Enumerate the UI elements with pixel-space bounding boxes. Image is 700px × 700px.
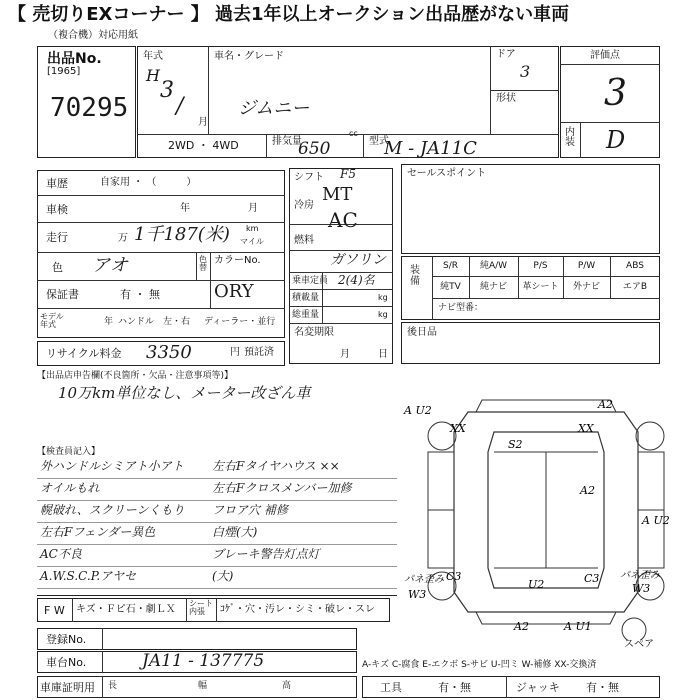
cert-length: 長 bbox=[108, 681, 118, 691]
handle-options: ハンドル 左・右 bbox=[118, 317, 191, 327]
gross-weight-unit: kg bbox=[378, 310, 388, 319]
load-label: 積載量 bbox=[292, 293, 320, 303]
diagram-mark: A2 bbox=[514, 620, 529, 633]
displacement-unit: cc bbox=[349, 129, 358, 138]
shape-label: 形状 bbox=[496, 93, 516, 104]
diagram-mark: U2 bbox=[528, 578, 545, 591]
seat-options: ｺｹﾞ・穴・汚レ・シミ・破レ・スレ bbox=[220, 604, 375, 615]
capacity-label: 乗車定員 bbox=[292, 276, 329, 286]
equipment-option: 外ナビ bbox=[572, 282, 600, 292]
recycle-deposit: 預託済 bbox=[244, 347, 274, 358]
lot-bracket: [1965] bbox=[47, 66, 81, 77]
mileage-unit-km: km bbox=[246, 224, 259, 233]
name-change-label: 名変期限 bbox=[294, 327, 334, 338]
fw-options: キズ・Ｆピ石・劇ＬＸ bbox=[76, 604, 176, 615]
equipment-option: 純TV bbox=[440, 282, 461, 292]
mileage-man-unit: 万 bbox=[118, 233, 128, 244]
diagram-mark: A U1 bbox=[564, 620, 592, 633]
inspector-note: AC不良 bbox=[40, 547, 82, 561]
diagram-mark: A2 bbox=[598, 398, 613, 411]
diagram-mark: W3 bbox=[632, 582, 651, 595]
aircon-label: 冷房 bbox=[294, 200, 314, 211]
exhibitor-report-value: 10万km単位なし、メーター改ざん車 bbox=[58, 384, 311, 402]
year-month-unit: 月 bbox=[198, 117, 208, 128]
recycle-unit: 円 bbox=[230, 347, 240, 358]
equipment-option: エアB bbox=[622, 282, 648, 292]
inspection-year-unit: 年 bbox=[180, 203, 190, 214]
model-value: M - JA11C bbox=[384, 138, 477, 159]
inspector-label: 【検査員記入】 bbox=[37, 447, 101, 457]
history-label: 車歴 bbox=[46, 177, 68, 190]
model-label: 型式 bbox=[369, 136, 389, 147]
form-sub-label: （複合機）対応用紙 bbox=[48, 30, 138, 41]
doors-value: 3 bbox=[520, 62, 531, 81]
car-damage-diagram bbox=[398, 392, 690, 640]
name-change-month: 月 bbox=[340, 349, 350, 360]
inspector-note: 左右Fクロスメンバー加修 bbox=[212, 481, 352, 495]
seat-label: シート内張 bbox=[189, 599, 213, 617]
score-value: 3 bbox=[604, 73, 627, 114]
warranty-label: 保証書 bbox=[46, 288, 79, 301]
recycle-value: 3350 bbox=[146, 342, 192, 363]
year-era: H bbox=[146, 66, 160, 85]
interior-value: D bbox=[606, 126, 626, 154]
equipment-option: S/R bbox=[443, 261, 458, 271]
car-name-value: ジムニー bbox=[238, 98, 310, 119]
header-banner: 【 売切りEXコーナー 】 過去1年以上オークション出品歴がない車両 bbox=[8, 4, 570, 25]
mileage-label: 走行 bbox=[46, 231, 68, 244]
recycle-label: リサイクル料金 bbox=[46, 347, 122, 360]
dealer-options: ディーラー・並行 bbox=[204, 317, 276, 327]
inspection-label: 車検 bbox=[46, 203, 68, 216]
inspector-note: 白煙(大) bbox=[212, 525, 258, 539]
displacement-label: 排気量 bbox=[272, 136, 302, 147]
repaint-label: 色替 bbox=[199, 255, 207, 272]
inspector-note: オイルもれ bbox=[40, 481, 100, 495]
gross-weight-label: 総重量 bbox=[292, 310, 320, 320]
car-name-label: 車名・グレード bbox=[214, 51, 284, 62]
color-label: 色 bbox=[52, 261, 63, 274]
tools-label: 工具 bbox=[380, 681, 402, 694]
load-unit: kg bbox=[378, 293, 388, 302]
chassis-value: JA11 - 137775 bbox=[142, 651, 265, 671]
sales-point-label: セールスポイント bbox=[407, 168, 487, 179]
shift-value: MT bbox=[322, 184, 353, 205]
diagram-mark: A U2 bbox=[642, 514, 670, 527]
shift-note: F5 bbox=[340, 167, 356, 181]
inspector-note: 左右Fフェンダー異色 bbox=[40, 525, 156, 539]
aircon-value: AC bbox=[328, 208, 358, 232]
inspection-month-unit: 月 bbox=[248, 203, 258, 214]
cert-height: 高 bbox=[282, 681, 292, 691]
equipment-label: 装備 bbox=[410, 265, 420, 287]
diagram-mark: W3 bbox=[408, 588, 427, 601]
inspector-note: A.W.S.C.P.アヤセ bbox=[40, 569, 137, 583]
warranty-options: 有 ・ 無 bbox=[120, 288, 160, 301]
cert-width: 幅 bbox=[198, 681, 208, 691]
diagram-mark: パネ歪み bbox=[620, 570, 660, 581]
interior-label: 内装 bbox=[565, 127, 575, 148]
color-no-value: ORY bbox=[214, 281, 254, 302]
mileage-unit-mile: マイル bbox=[240, 237, 264, 246]
diagram-mark: C3 bbox=[446, 570, 462, 583]
diagram-mark: A2 bbox=[580, 484, 595, 497]
year-label: 年式 bbox=[143, 51, 163, 62]
damage-legend: A-キズ C-腐食 E-エクボ S-サビ U-凹ミ W-補修 XX-交換済 bbox=[362, 660, 597, 670]
equipment-option: 純ナビ bbox=[479, 282, 507, 292]
wheel-front-right bbox=[636, 422, 664, 450]
jack-label: ジャッキ bbox=[516, 681, 560, 694]
capacity-value: 2(4)名 bbox=[338, 273, 375, 287]
fuel-value: ガソリン bbox=[330, 252, 386, 268]
doors-label: ドア bbox=[496, 49, 516, 60]
equipment-option: P/W bbox=[577, 261, 596, 271]
inspector-note: 幌破れ、スクリーンくもり bbox=[40, 503, 185, 517]
diagram-mark: S2 bbox=[508, 438, 523, 451]
diagram-mark: C3 bbox=[584, 572, 600, 585]
diagram-mark: A U2 bbox=[404, 404, 432, 417]
diagram-mark: パネ歪み bbox=[404, 574, 444, 585]
chassis-label: 車台No. bbox=[46, 656, 87, 669]
year-value: 3 bbox=[160, 78, 174, 103]
inspector-note: (大) bbox=[212, 569, 234, 583]
equipment-option: P/S bbox=[533, 261, 548, 271]
displacement-value: 650 bbox=[298, 139, 331, 159]
tools-options: 有・無 bbox=[438, 681, 471, 694]
model-year-unit: 年 bbox=[104, 317, 114, 327]
shift-label: シフト bbox=[294, 172, 324, 183]
inspector-note: ブレーキ警告灯点灯 bbox=[212, 547, 320, 561]
equipment-option: ABS bbox=[626, 261, 644, 271]
model-year-label: モデル年式 bbox=[40, 312, 64, 329]
equipment-option: 純A/W bbox=[479, 261, 508, 271]
cert-label: 車庫証明用 bbox=[40, 681, 95, 694]
color-value: アオ bbox=[92, 255, 128, 276]
spare-tire bbox=[622, 618, 646, 640]
jack-options: 有・無 bbox=[586, 681, 619, 694]
equipment-option: 革シート bbox=[522, 282, 559, 292]
score-label: 評価点 bbox=[590, 50, 620, 61]
inspector-note: 左右Fタイヤハウス ×× bbox=[212, 459, 340, 473]
drive-label: 2WD ・ 4WD bbox=[168, 139, 239, 152]
fuel-label: 燃料 bbox=[294, 235, 314, 246]
diagram-mark: XX bbox=[578, 422, 594, 435]
registration-label: 登録No. bbox=[46, 633, 87, 646]
name-change-day: 日 bbox=[378, 349, 388, 360]
spare-label: スペア bbox=[624, 639, 654, 650]
lot-label: 出品No. bbox=[47, 51, 102, 67]
mileage-value: 1千187(米) bbox=[134, 224, 230, 245]
history-options: 自家用 ・ （ ） bbox=[100, 177, 197, 188]
inspector-note: フロア穴 補修 bbox=[212, 503, 288, 517]
exhibitor-report-label: 【出品店申告欄(不良箇所・欠品・注意事項等)】 bbox=[37, 371, 234, 381]
later-docs-label: 後日品 bbox=[407, 327, 437, 338]
lot-number: 70295 bbox=[50, 93, 129, 123]
color-no-label: カラーNo. bbox=[214, 255, 261, 266]
diagram-mark: XX bbox=[450, 422, 466, 435]
navi-label: ナビ型番： bbox=[438, 303, 484, 313]
later-docs-box bbox=[401, 322, 660, 364]
fw-label: F W bbox=[44, 604, 65, 617]
inspector-note: 外ハンドルシミアト小アト bbox=[40, 459, 184, 473]
